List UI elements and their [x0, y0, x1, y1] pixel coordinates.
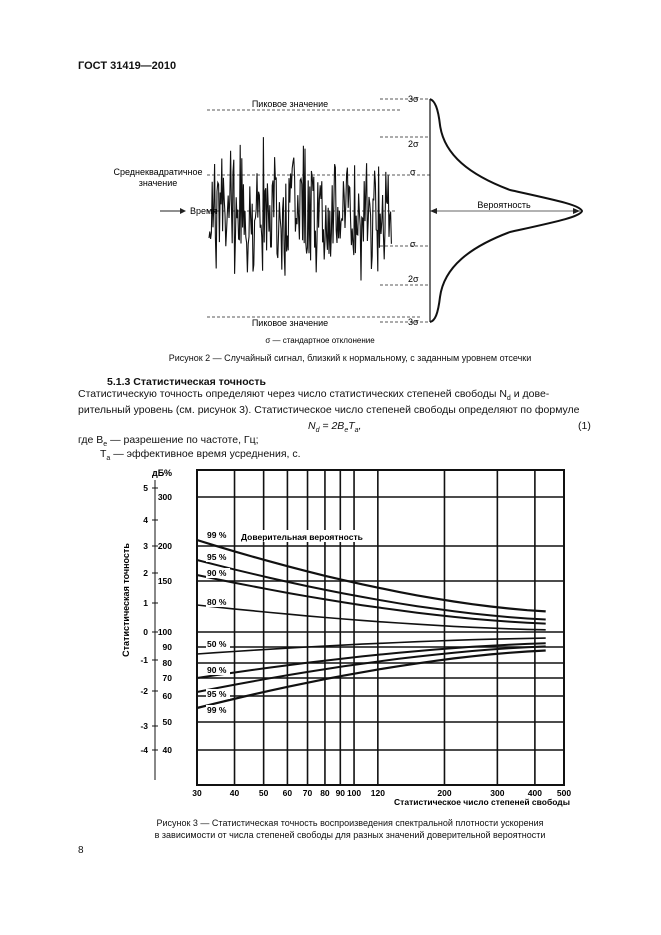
where-text: — эффективное время усреднения, с.: [110, 448, 301, 460]
arrow-left-icon: [430, 208, 437, 214]
subscript: d: [315, 427, 320, 435]
pct-tick-label: 80: [162, 658, 172, 668]
db-tick-label: -4: [140, 745, 148, 755]
sigma-label: 2σ: [408, 274, 419, 284]
db-tick-label: 1: [143, 598, 148, 608]
curve-label: 99 %: [207, 530, 227, 540]
formula-number: (1): [578, 420, 591, 432]
probability-curve: [430, 99, 582, 322]
paragraph-text: и дове-: [510, 388, 550, 400]
x-tick-label: 100: [346, 788, 362, 798]
sigma-label: 2σ: [408, 139, 419, 149]
formula-part: T: [348, 420, 355, 432]
where-text: где B: [78, 434, 104, 446]
rms-label-2: значение: [138, 178, 178, 188]
figure-3-caption-1: Рисунок 3 — Статистическая точность воспроизведения спектральной плотности ускорения: [156, 818, 544, 828]
unit-db: дБ: [152, 468, 165, 478]
formula-part: ,: [358, 420, 362, 432]
curve-label: 95 %: [207, 689, 227, 699]
pct-tick-label: 50: [162, 717, 172, 727]
y-axis-label: Статистическая точность: [121, 543, 131, 657]
time-label: Время: [190, 206, 218, 216]
probability-label: Вероятность: [477, 200, 531, 210]
figure-3-caption-2: в зависимости от числа степеней свободы для разных значений доверительной вероятности: [154, 830, 546, 840]
chart-curves: [197, 540, 546, 708]
time-arrow-icon: [180, 208, 186, 214]
section-heading: 5.1.3 Статистическая точность: [107, 376, 266, 388]
sigma-note: σ — стандартное отклонение: [265, 336, 375, 345]
x-tick-label: 200: [437, 788, 452, 798]
subscript: a: [106, 455, 111, 463]
sigma-label: 3σ: [408, 317, 419, 327]
db-tick-label: 3: [143, 541, 148, 551]
pct-tick-label: 60: [162, 691, 172, 701]
pct-tick-label: 70: [162, 673, 172, 683]
chart-frame: [197, 470, 564, 785]
pct-tick-label: 90: [162, 642, 172, 652]
subscript: e: [344, 427, 349, 435]
sigma-label: 3σ: [408, 94, 419, 104]
x-tick-label: 50: [258, 788, 269, 798]
sigma-label: σ: [410, 239, 416, 249]
formula-part: N: [308, 420, 316, 432]
subscript: a: [354, 427, 359, 435]
page-number: 8: [78, 845, 84, 856]
x-tick-label: 40: [229, 788, 240, 798]
confidence-curve: [197, 605, 546, 630]
db-tick-label: 2: [143, 568, 148, 578]
x-tick-label: 30: [192, 788, 202, 798]
x-tick-label: 70: [302, 788, 313, 798]
x-tick-label: 300: [490, 788, 505, 798]
peak-bottom-label: Пиковое значение: [251, 318, 329, 328]
random-signal-trace: [209, 137, 391, 280]
x-tick-label: 60: [282, 788, 293, 798]
pct-tick-label: 300: [157, 492, 172, 502]
x-tick-label: 80: [320, 788, 330, 798]
curve-label: 90 %: [207, 568, 227, 578]
confidence-curve: [197, 540, 546, 611]
db-tick-label: 5: [143, 483, 148, 493]
pct-tick-label: 100: [157, 627, 172, 637]
pct-tick-label: 200: [157, 541, 172, 551]
confidence-curve: [197, 651, 546, 709]
peak-top-label: Пиковое значение: [251, 99, 329, 109]
chart-grid: [197, 470, 564, 785]
where-text: T: [100, 448, 107, 460]
curve-label: 95 %: [207, 552, 227, 562]
curve-label: 80 %: [207, 597, 227, 607]
unit-pct: %: [164, 468, 173, 478]
subscript: e: [103, 441, 108, 449]
x-tick-label: 120: [370, 788, 385, 798]
db-tick-label: -2: [140, 686, 148, 696]
sigma-label: σ: [410, 167, 416, 177]
rms-label-1: Среднеквадратичное: [113, 167, 203, 177]
formula: [308, 418, 361, 439]
where-text: — разрешение по частоте, Гц;: [107, 434, 259, 446]
legend-title: Доверительная вероятность: [241, 532, 363, 542]
x-tick-label: 400: [527, 788, 542, 798]
paragraph-line-2: рительный уровень (см. рисунок 3). Статистическое число степеней свободы определяют по формуле: [78, 404, 580, 416]
curve-label: 50 %: [207, 639, 227, 649]
subscript: d: [506, 395, 511, 403]
paragraph-text: Статистическую точность определяют через число статистических степеней свободы N: [78, 388, 507, 400]
db-tick-label: 0: [143, 627, 148, 637]
figure-2-random-signal: [0, 0, 661, 360]
pct-tick-label: 40: [162, 745, 172, 755]
x-axis-label: Статистическое число степеней свободы: [394, 797, 570, 807]
curve-label: 99 %: [207, 705, 227, 715]
x-tick-label: 500: [556, 788, 572, 798]
document-code: ГОСТ 31419—2010: [78, 60, 177, 72]
figure-3-accuracy-chart: [0, 460, 661, 815]
pct-tick-label: 150: [157, 576, 172, 586]
curve-label: 90 %: [207, 665, 227, 675]
db-tick-label: 4: [143, 515, 148, 525]
figure-2-caption: Рисунок 2 — Случайный сигнал, близкий к нормальному, с заданным уровнем отсечки: [168, 353, 532, 363]
formula-part: = 2B: [319, 420, 345, 432]
x-tick-label: 90: [335, 788, 346, 798]
db-tick-label: -1: [140, 655, 148, 665]
db-tick-label: -3: [140, 721, 148, 731]
